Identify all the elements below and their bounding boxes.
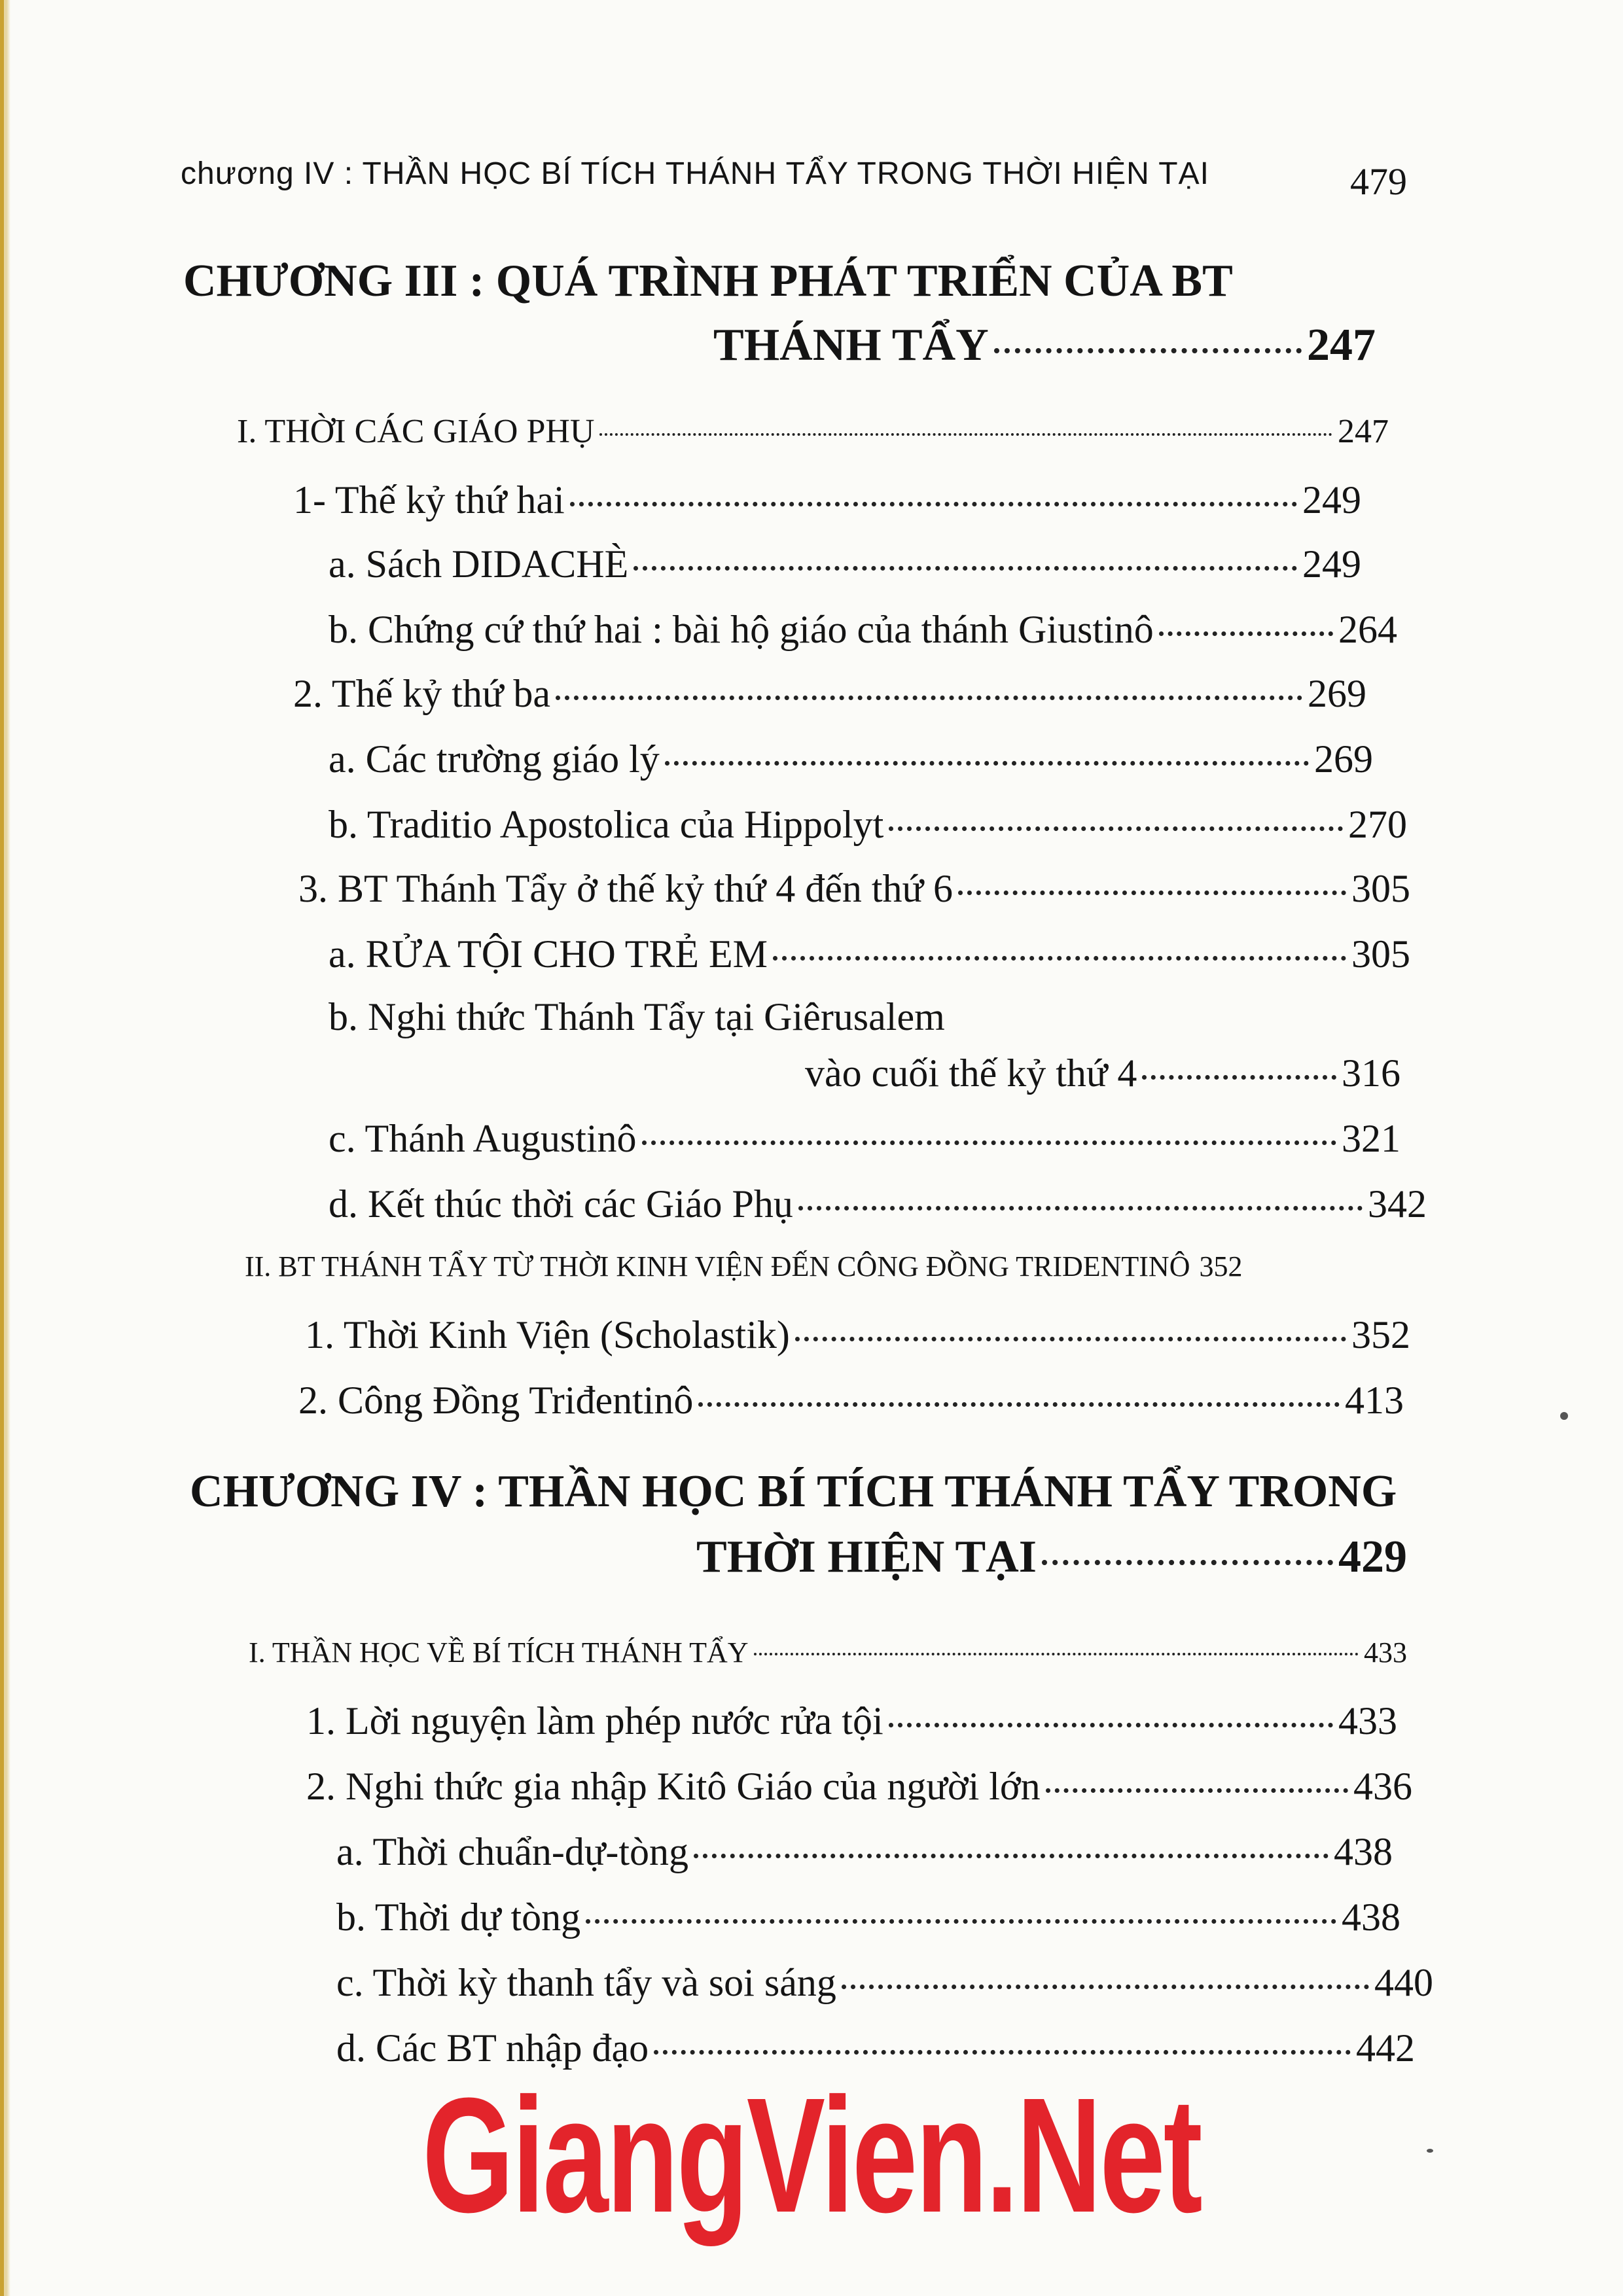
toc-entry[interactable] [336, 1829, 1393, 1875]
toc-entry-page: 438 [1334, 1830, 1393, 1873]
toc-entry[interactable] [336, 1960, 1433, 2005]
leader-dots [633, 566, 1297, 571]
toc-entry-text: b. Chứng cứ thứ hai : bài hộ giáo của thánh Giustinô [329, 608, 1154, 651]
toc-entry-page: 249 [1302, 542, 1361, 586]
watermark-logo: GiangVien.Net [422, 2064, 1201, 2246]
leader-dots [889, 826, 1343, 831]
toc-entry-page: 247 [1338, 413, 1389, 450]
leader-dots [556, 696, 1302, 700]
toc-entry-page: 269 [1314, 737, 1373, 781]
toc-entry-text: I. THẦN HỌC VỀ BÍ TÍCH THÁNH TẨY [249, 1636, 749, 1669]
toc-entry-text: 2. Thế kỷ thứ ba [293, 672, 551, 715]
toc-entry-text: a. Sách DIDACHÈ [329, 542, 629, 586]
chapter4-title: CHƯƠNG IV : THẦN HỌC BÍ TÍCH THÁNH TẨY TRONG [190, 1466, 1397, 1517]
leader-dots [1042, 1560, 1333, 1565]
chapter4-title-continued: THỜI HIỆN TẠI [696, 1532, 1037, 1582]
toc-entry[interactable] [293, 671, 1366, 716]
leader-dots [958, 891, 1346, 895]
leader-dots [694, 1854, 1329, 1858]
leader-dots [1142, 1075, 1336, 1080]
toc-section-fathers[interactable] [237, 412, 1389, 451]
chapter3-page: 247 [1307, 320, 1376, 370]
leader-dots [599, 433, 1332, 436]
toc-entry[interactable] [329, 607, 1397, 652]
toc-entry-page: 316 [1342, 1051, 1400, 1095]
chapter4-title-line2[interactable] [696, 1531, 1407, 1583]
toc-entry[interactable] [306, 1764, 1412, 1809]
toc-entry-page: 352 [1351, 1313, 1410, 1356]
toc-entry-page: 352 [1199, 1250, 1243, 1282]
toc-entry-text: c. Thánh Augustinô [329, 1117, 637, 1160]
toc-entry-page: 342 [1368, 1182, 1427, 1226]
toc-entry-page: 438 [1342, 1896, 1400, 1939]
scan-speck [1427, 2149, 1433, 2153]
toc-entry[interactable] [329, 542, 1361, 587]
leader-dots [665, 761, 1309, 766]
toc-entry[interactable] [305, 1313, 1410, 1358]
toc-entry[interactable] [298, 866, 1410, 911]
leader-dots [642, 1140, 1336, 1145]
toc-entry-text: 1- Thế kỷ thứ hai [293, 478, 565, 521]
toc-entry-text: a. Các trường giáo lý [329, 737, 660, 781]
toc-entry-text[interactable]: b. Nghi thức Thánh Tẩy tại Giêrusalem [329, 995, 945, 1038]
page-number: 479 [1350, 160, 1407, 203]
toc-entry-text: vào cuối thế kỷ thứ 4 [805, 1051, 1137, 1095]
toc-entry-page: 433 [1364, 1636, 1407, 1669]
toc-entry-text: a. Thời chuẩn-dự-tòng [336, 1830, 689, 1873]
toc-entry-text: II. BT THÁNH TẨY TỪ THỜI KINH VIỆN ĐẾN CÔNG ĐỒNG TRIDENTINÔ [245, 1250, 1190, 1282]
toc-section-theology[interactable] [249, 1636, 1407, 1669]
toc-entry-text: d. Các BT nhập đạo [336, 2026, 649, 2070]
toc-entry[interactable] [293, 478, 1361, 523]
leader-dots [842, 1985, 1369, 1989]
toc-entry-page: 413 [1345, 1379, 1404, 1422]
leader-dots [795, 1337, 1346, 1341]
leader-dots [654, 2050, 1351, 2055]
toc-entry-text: b. Traditio Apostolica của Hippolyt [329, 803, 884, 846]
running-header: chương IV : THẦN HỌC BÍ TÍCH THÁNH TẨY TRONG THỜI HIỆN TẠI [181, 156, 1209, 191]
toc-entry-text: a. RỬA TỘI CHO TRẺ EM [329, 932, 768, 976]
toc-entry-text: I. THỜI CÁC GIÁO PHỤ [237, 413, 595, 450]
toc-entry-text: 1. Lời nguyện làm phép nước rửa tội [306, 1699, 883, 1742]
toc-entry-text: 1. Thời Kinh Viện (Scholastik) [305, 1313, 790, 1356]
toc-entry-page: 305 [1351, 932, 1410, 976]
toc-entry-text: 3. BT Thánh Tẩy ở thế kỷ thứ 4 đến thứ 6 [298, 867, 954, 910]
toc-entry[interactable] [329, 1182, 1427, 1227]
toc-section-scholastic[interactable] [245, 1250, 1420, 1283]
toc-entry-text: 2. Nghi thức gia nhập Kitô Giáo của người lớn [306, 1765, 1041, 1808]
leader-dots [698, 1402, 1340, 1407]
chapter3-title-line2[interactable] [713, 319, 1376, 372]
toc-entry-page: 440 [1374, 1961, 1433, 2004]
toc-entry-page: 321 [1342, 1117, 1400, 1160]
toc-entry-text: c. Thời kỳ thanh tẩy và soi sáng [336, 1961, 836, 2004]
leader-dots [1159, 631, 1333, 636]
leader-dots [1046, 1788, 1348, 1793]
toc-entry-page: 305 [1351, 867, 1410, 910]
toc-entry[interactable] [329, 737, 1373, 782]
toc-entry[interactable] [329, 1116, 1400, 1161]
chapter3-title-continued: THÁNH TẨY [713, 320, 989, 370]
toc-entry-page: 264 [1338, 608, 1397, 651]
toc-entry-text: d. Kết thúc thời các Giáo Phụ [329, 1182, 793, 1226]
toc-entry[interactable] [298, 1378, 1404, 1423]
toc-entry-page: 270 [1348, 803, 1407, 846]
scan-speck [1560, 1412, 1568, 1420]
toc-entry-text: b. Thời dự tòng [336, 1896, 581, 1939]
page-binding-edge [0, 0, 10, 2296]
leader-dots [754, 1653, 1359, 1655]
toc-entry-page: 436 [1353, 1765, 1412, 1808]
toc-entry-page: 442 [1356, 2026, 1415, 2070]
toc-entry-page: 433 [1338, 1699, 1397, 1742]
toc-entry[interactable] [329, 932, 1410, 977]
toc-entry[interactable] [336, 1895, 1400, 1940]
toc-entry[interactable] [805, 1051, 1400, 1096]
leader-dots [773, 956, 1346, 961]
toc-entry-page: 269 [1308, 672, 1366, 715]
toc-entry[interactable] [306, 1699, 1397, 1744]
toc-entry[interactable] [329, 802, 1407, 847]
leader-dots [586, 1919, 1336, 1924]
leader-dots [994, 348, 1302, 353]
leader-dots [570, 502, 1297, 506]
chapter3-title: CHƯƠNG III : QUÁ TRÌNH PHÁT TRIỂN CỦA BT [183, 256, 1233, 306]
leader-dots [889, 1723, 1333, 1727]
toc-entry-text: 2. Công Đồng Triđentinô [298, 1379, 694, 1422]
toc-entry-page: 249 [1302, 478, 1361, 521]
leader-dots [798, 1206, 1363, 1210]
chapter4-page: 429 [1338, 1532, 1407, 1582]
